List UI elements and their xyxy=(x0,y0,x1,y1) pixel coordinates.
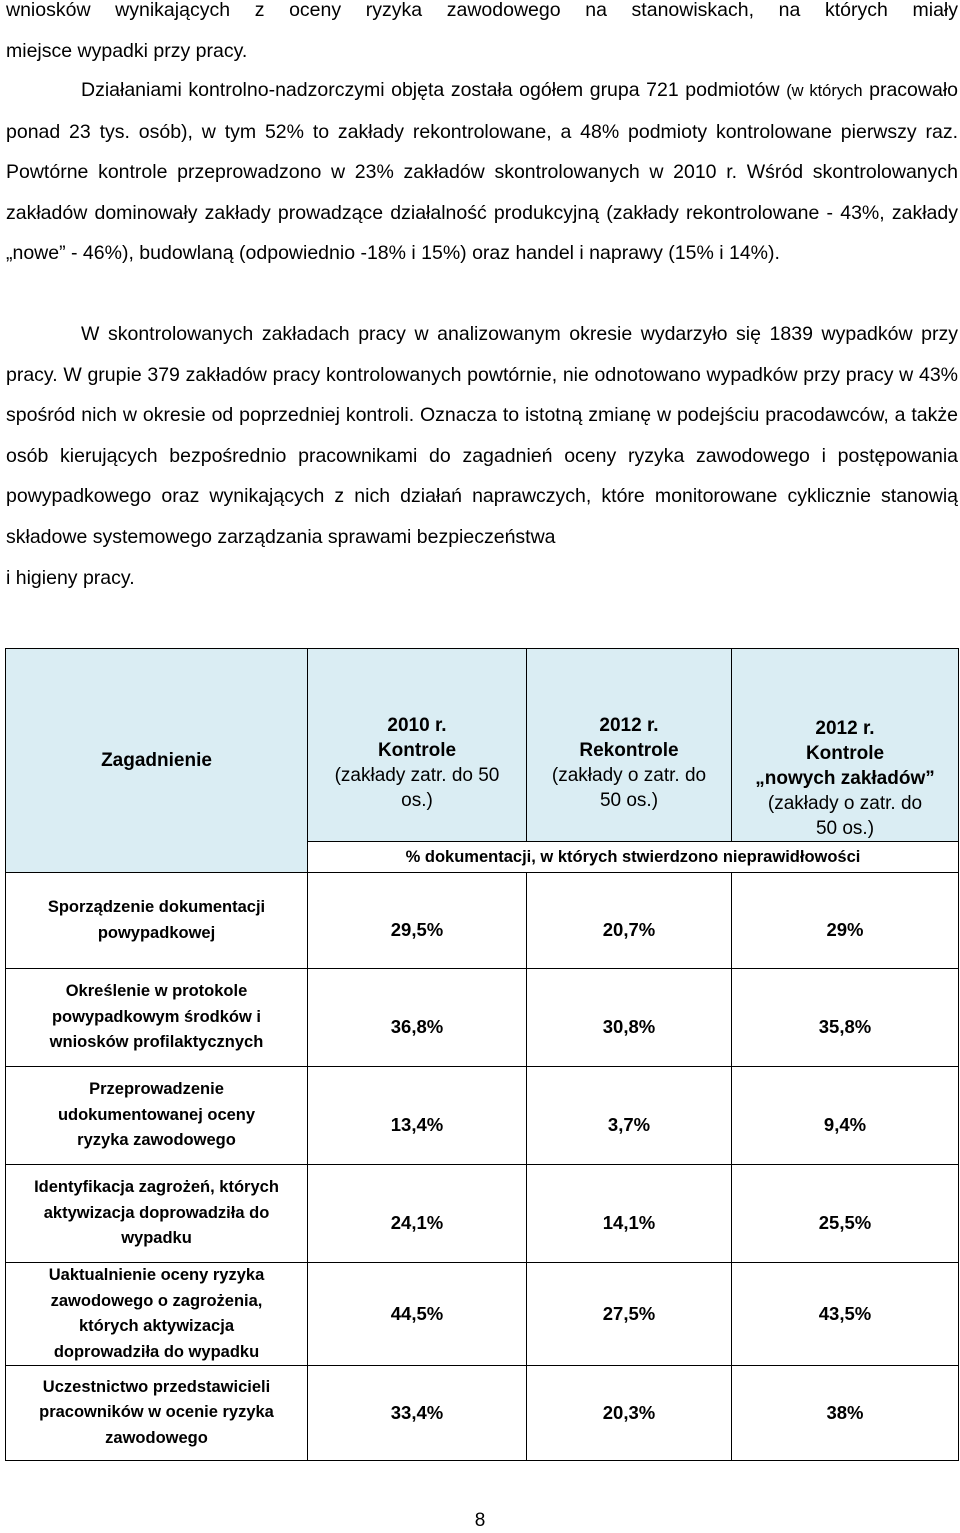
cell-2012-rekontrole: 20,3% xyxy=(527,1366,732,1461)
paragraph-text: W skontrolowanych zakładach pracy w analizowanym okresie wydarzyło się 1839 wypadków przy pracy. W grupie 379 zakładów pracy kontrolowanych powtórnie, nie odnotowano wypadków przy pracy w 43% spośród nich w okresie od poprzedniej kontroli. Oznacza to istotną zmianę w podejściu pracodawców, a także osób kierujących bezpośrednio pracownikami do zagadnień oceny ryzyka zawodowego i postępowania powypadkowego oraz wynikających z nich działań naprawczych, które monitorowane cyklicznie stanowią składowe systemowego zarządzania sprawami bezpieczeństwa xyxy=(6,323,958,548)
cell-2012-rekontrole: 3,7% xyxy=(527,1067,732,1165)
table-row xyxy=(6,969,959,1067)
table-row xyxy=(6,1165,959,1263)
cell-2012-rekontrole: 14,1% xyxy=(527,1165,732,1263)
header-scope: (zakłady o zatr. do xyxy=(551,765,707,786)
paragraph-accidents xyxy=(6,314,958,598)
paragraph-inspections xyxy=(6,70,958,274)
page-number: 8 xyxy=(474,1510,486,1531)
row-label: Identyfikacja zagrożeń, których aktywizacja doprowadziła do wypadku xyxy=(6,1165,308,1263)
header-2012-rekontrole xyxy=(527,649,732,842)
paragraph-line: wniosków wynikających z oceny ryzyka zawodowego na stanowiskach, na których miały xyxy=(6,0,958,21)
header-scope-end: 50 os.) xyxy=(599,790,659,811)
cell-2012-kontrole: 29% xyxy=(732,873,959,969)
paragraph-text-rest: pracowało ponad 23 tys. osób), w tym 52% to zakłady rekontrolowane, a 48% podmioty kontrolowane pierwszy raz. Powtórne kontrole przeprowadzono w 23% zakładów skontrolowanych w 2010 r. Wśród skontrolowanych zakładów dominowały zakłady prowadzące działalność produkcyjną (zakłady rekontrolowane - 43%, zakłady „nowe” - 46%), budowlaną (odpowiednio -18% i 15%) oraz handel i naprawy (15% i 14%). xyxy=(6,79,959,265)
cell-2012-rekontrole: 30,8% xyxy=(527,969,732,1067)
cell-2012-kontrole: 25,5% xyxy=(732,1165,959,1263)
header-year: 2012 r. xyxy=(599,715,659,736)
header-new-plants: „nowych zakładów” xyxy=(755,768,935,789)
cell-2010: 36,8% xyxy=(308,969,527,1067)
table-row xyxy=(6,873,959,969)
paragraph-continuation xyxy=(6,0,958,71)
cell-2012-kontrole: 38% xyxy=(732,1366,959,1461)
cell-2012-rekontrole: 27,5% xyxy=(527,1263,732,1366)
header-scope: (zakłady o zatr. do xyxy=(767,793,923,814)
row-label: Określenie w protokole powypadkowym środków i wniosków profilaktycznych xyxy=(6,969,308,1067)
cell-2010: 33,4% xyxy=(308,1366,527,1461)
cell-2010: 24,1% xyxy=(308,1165,527,1263)
cell-2012-kontrole: 43,5% xyxy=(732,1263,959,1366)
paragraph-text-start: Działaniami kontrolno-nadzorczymi objęta została ogółem grupa 721 podmiotów xyxy=(81,79,780,101)
header-year: 2010 r. xyxy=(387,715,447,736)
cell-2012-kontrole: 9,4% xyxy=(732,1067,959,1165)
results-table xyxy=(5,648,959,1461)
row-label: Przeprowadzenie udokumentowanej oceny ryzyka zawodowego xyxy=(6,1067,308,1165)
cell-2010: 29,5% xyxy=(308,873,527,969)
row-label: Uczestnictwo przedstawicieli pracowników w ocenie ryzyka zawodowego xyxy=(6,1366,308,1461)
paragraph-last-line: i higieny pracy. xyxy=(6,566,135,589)
cell-2012-rekontrole: 20,7% xyxy=(527,873,732,969)
row-label: Uaktualnienie oceny ryzyka zawodowego o zagrożenia, których aktywizacja doprowadziła do wypadku xyxy=(6,1263,308,1366)
header-scope-end: 50 os.) xyxy=(815,818,875,839)
header-percent-caption: % dokumentacji, w których stwierdzono nieprawidłowości xyxy=(308,842,959,873)
paragraph-line: miejsce wypadki przy pracy. xyxy=(6,39,248,62)
header-year: 2012 r. xyxy=(815,718,875,739)
cell-2012-kontrole: 35,8% xyxy=(732,969,959,1067)
row-label: Sporządzenie dokumentacji powypadkowej xyxy=(6,873,308,969)
header-scope: (zakłady zatr. do 50 xyxy=(334,765,500,786)
header-type: Kontrole xyxy=(805,743,885,764)
header-scope-end: os.) xyxy=(401,790,433,811)
header-2010-kontrole xyxy=(308,649,527,842)
table-row xyxy=(6,1067,959,1165)
paragraph-text-w-ktorych: (w których xyxy=(786,82,863,100)
header-type: Rekontrole xyxy=(579,740,679,761)
header-type: Kontrole xyxy=(377,740,457,761)
table-row xyxy=(6,1366,959,1461)
cell-2010: 13,4% xyxy=(308,1067,527,1165)
header-2012-kontrole xyxy=(732,649,959,842)
table-row xyxy=(6,1263,959,1366)
cell-2010: 44,5% xyxy=(308,1263,527,1366)
header-topic: Zagadnienie xyxy=(6,649,308,873)
